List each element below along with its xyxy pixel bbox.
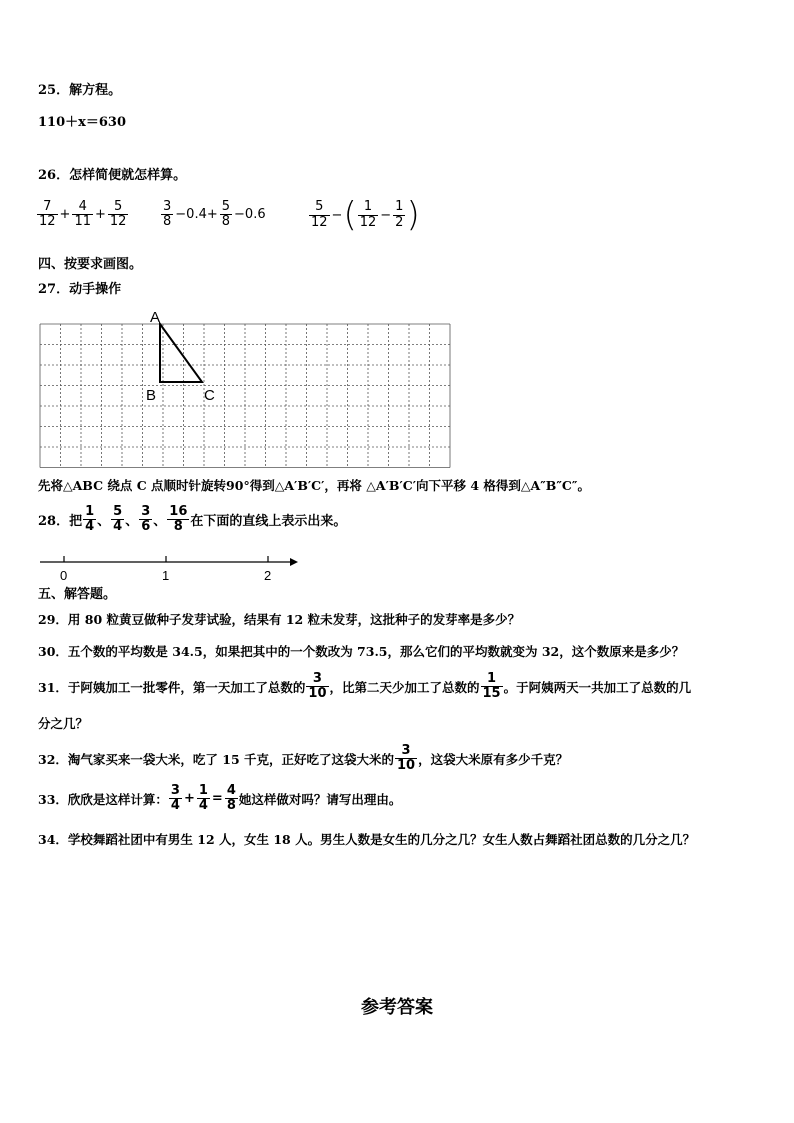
fraction: $\frac{16}{8}$ (169, 504, 188, 535)
q26-expression-1: $\frac{7}{12}$ + $\frac{4}{11}$ + $\frac{5}{12}$ (39, 199, 127, 230)
q29: 29．用 80 粒黄豆做种子发芽试验，结果有 12 粒未发芽，这批种子的发芽率是多少？ (38, 612, 521, 627)
q28-prompt: 28．把 $\frac{1}{4}$ 、 $\frac{5}{4}$ 、 $\frac{3}{6}$ 、 $\frac{16}{8}$ 在下面的直线上表示出来。 (38, 504, 347, 535)
answer-section-title: 参考答案 (361, 997, 433, 1018)
fraction: $\frac{7}{12}$ (39, 199, 56, 230)
fraction: $\frac{3}{6}$ (141, 504, 151, 535)
label-c: C (204, 387, 215, 404)
fraction: $\frac{3}{4}$ (170, 783, 180, 814)
tick-label-0: 0 (60, 568, 68, 583)
section-5-heading: 五、解答题。 (38, 587, 117, 602)
q31-continued: 分之几？ (38, 716, 89, 731)
fraction: $\frac{4}{8}$ (226, 783, 236, 814)
q25-title: 25．解方程。 (38, 83, 122, 98)
fraction: $\frac{3}{10}$ (397, 743, 416, 774)
tick-label-1: 1 (162, 568, 170, 583)
triangle-abc (160, 324, 202, 382)
q32: 32．淘气家买来一袋大米，吃了 15 千克，正好吃了这袋大米的 $\frac{3}{10}$ ，这袋大米原有多少千克？ (38, 743, 569, 774)
q27-title: 27．动手操作 (38, 282, 122, 297)
fraction: $\frac{1}{2}$ (395, 199, 404, 230)
fraction: $\frac{3}{8}$ (163, 199, 172, 230)
label-b: B (146, 387, 157, 404)
q26-expression-3: $\frac{5}{12}$ − ( $\frac{1}{12}$ − $\frac{1}{2}$ ) (311, 195, 420, 235)
q33: 33．欣欣是这样计算： $\frac{3}{4}$ + $\frac{1}{4}$ = $\frac{4}{8}$ 她这样做对吗？请写出理由。 (38, 783, 402, 814)
fraction: $\frac{4}{11}$ (74, 199, 91, 230)
section-4-heading: 四、按要求画图。 (38, 257, 143, 272)
q25-equation: 110＋x＝630 (38, 115, 127, 130)
q27-instruction: 先将△ABC 绕点 C 点顺时针旋转90°得到△A′B′C′，再将 △A′B′C′向下平移 4 格得到△A″B″C″。 (38, 478, 590, 493)
fraction: $\frac{5}{4}$ (113, 504, 123, 535)
fraction: $\frac{3}{10}$ (308, 671, 327, 702)
q34: 34．学校舞蹈社团中有男生 12 人，女生 18 人。男生人数是女生的几分之几？女生人数占舞蹈社团总数的几分之几？ (38, 832, 696, 847)
q30: 30．五个数的平均数是 34.5，如果把其中的一个数改为 73.5，那么它们的平均数就变为 32，这个数原来是多少？ (38, 644, 685, 659)
dashed-grid (40, 324, 450, 468)
fraction: $\frac{5}{12}$ (311, 199, 328, 230)
fraction: $\frac{1}{4}$ (198, 783, 208, 814)
fraction: $\frac{1}{4}$ (85, 504, 95, 535)
fraction: $\frac{1}{15}$ (482, 671, 501, 702)
tick-label-2: 2 (264, 568, 272, 583)
q27-grid-figure (30, 306, 460, 471)
q26-expression-2: $\frac{3}{8}$ −0.4+ $\frac{5}{8}$ −0.6 (163, 199, 266, 230)
fraction: $\frac{5}{12}$ (109, 199, 127, 230)
q31: 31．于阿姨加工一批零件，第一天加工了总数的 $\frac{3}{10}$ ，比第二天少加工了总数的 $\frac{1}{15}$ 。于阿姨两天一共加工了总数的几 (38, 671, 692, 702)
q26-title: 26．怎样简便就怎样算。 (38, 168, 187, 183)
fraction: $\frac{1}{12}$ (359, 199, 377, 230)
fraction: $\frac{5}{8}$ (221, 199, 231, 230)
label-a: A (150, 309, 161, 326)
q28-number-line (36, 552, 306, 586)
arrow-right-icon (290, 558, 298, 566)
